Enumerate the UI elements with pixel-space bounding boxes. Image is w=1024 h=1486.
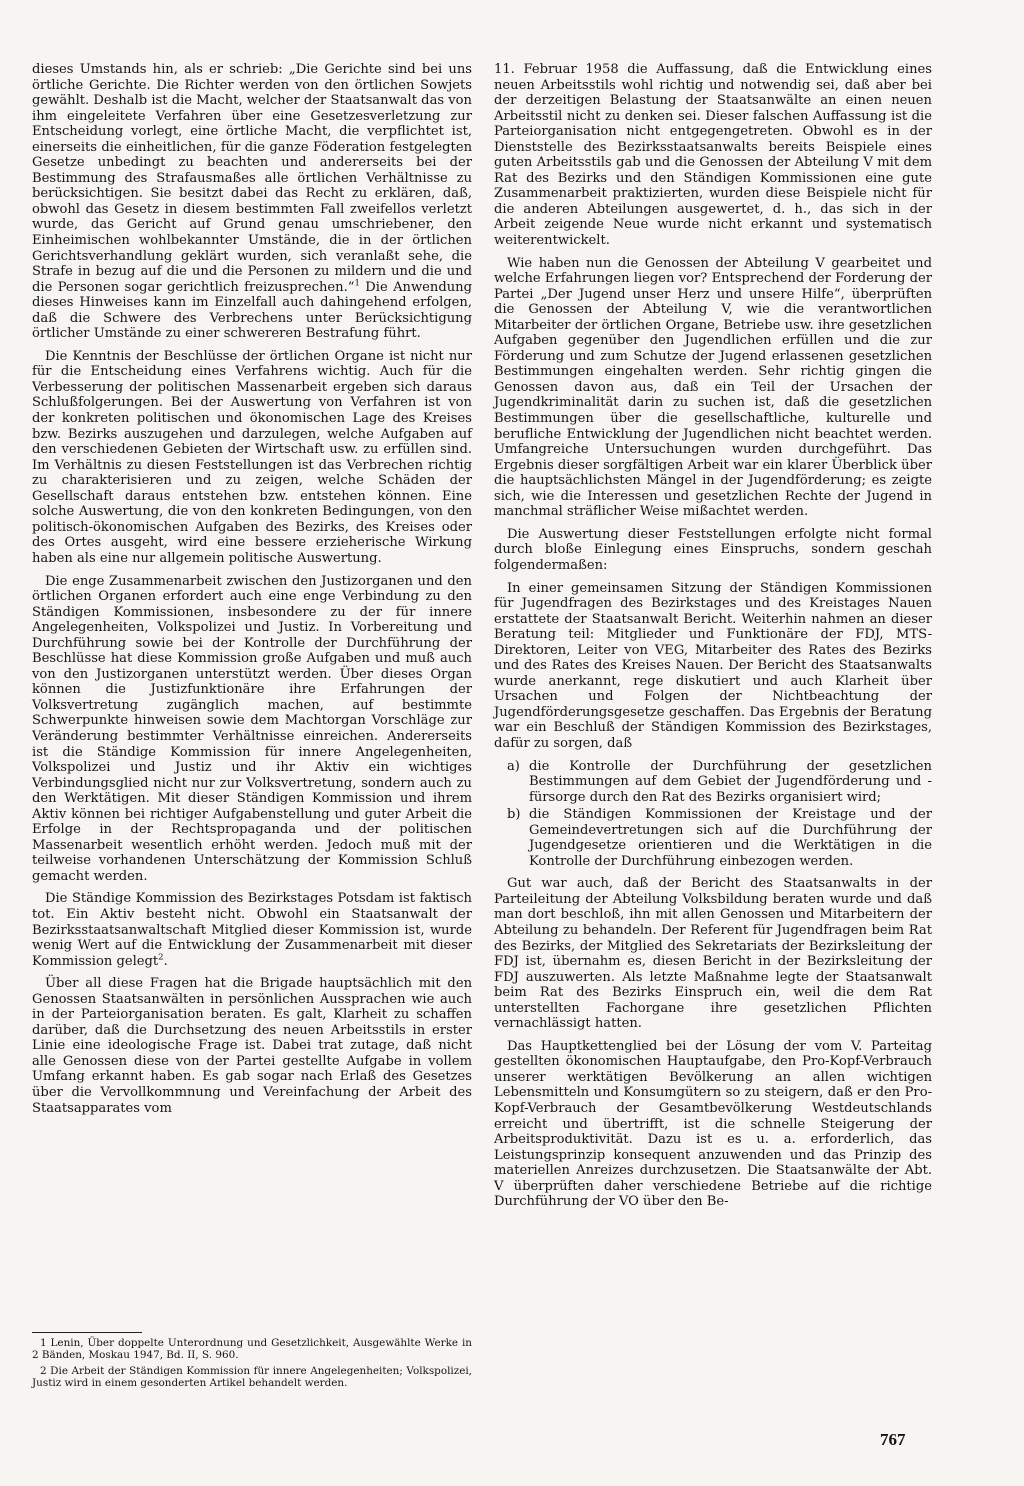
list-text: die Kontrolle der Durchführung der gesetzlichen Bestimmungen auf dem Gebiet der Jugendförderung und -fürsorge durch den Rat des Bezirks organisiert wird;	[529, 758, 932, 805]
paragraph: 11. Februar 1958 die Auffassung, daß die Entwicklung eines neuen Arbeitsstils wohl richtig und notwendig sei, daß aber bei der derzeitigen Belastung der Staatsanwälte an einen neuen Arbeitsstil nicht zu denken sei. Dieser falschen Auffassung ist die Parteiorganisation nicht entgegengetreten. Obwohl es in der Dienststelle des Bezirksstaatsanwalts bereits Beispiele eines guten Arbeitsstils gab und die Genossen der Abteilung V mit dem Rat des Bezirks und den Ständigen Kommissionen eine gute Zusammenarbeit praktizierten, wurden diese Beispiele nicht für die anderen Abteilungen ausgewertet, d. h., das sich in der Arbeit zeigende Neue wurde nicht erkannt und systematisch weiterentwickelt.	[494, 62, 932, 249]
paragraph: dieses Umstands hin, als er schrieb: „Die Gerichte sind bei uns örtliche Gerichte. Die Richter werden von den örtlichen Sowjets gewählt. Deshalb ist die Macht, welcher der Staatsanwalt das von ihm eingeleitete Verfahren über eine Gesetzesverletzung zur Entscheidung vorlegt, eine örtliche Macht, die verpflichtet ist, einerseits die einheitlichen, für die ganze Föderation festgelegten Gesetze unbedingt zu beachten und andererseits bei der Bestimmung des Strafausmaßes alle örtlichen Verhältnisse zu berücksichtigen. Sie besitzt dabei das Recht zu erklären, daß, obwohl das Gesetz in diesem bestimmten Fall zweifellos verletzt wurde, das Gericht auf Grund genau umschriebener, den Einheimischen wohlbekannter Umstände, die in der örtlichen Gerichtsverhandlung geklärt wurden, sich veranlaßt sehe, die Strafe in bezug auf die und die Personen zu mildern und die und die Personen sogar gerichtlich freizusprechen.“$^1$ Die Anwendung dieses Hinweises kann im Einzelfall auch dahingehend erfolgen, daß die Schwere des Verbrechens unter Berücksichtigung örtlicher Umstände zu einer schwereren Bestrafung führt.	[32, 62, 472, 342]
paragraph: Gut war auch, daß der Bericht des Staatsanwalts in der Parteileitung der Abteilung Volksbildung beraten wurde und daß man dort beschloß, ihn mit allen Genossen und Mitarbeitern der Abteilung zu behandeln. Der Referent für Jugendfragen beim Rat des Bezirks, der Mitglied des Sekretariats der Bezirksleitung der FDJ ist, übernahm es, diesen Bericht in der Bezirksleitung der FDJ auszuwerten. Als letzte Maßnahme legte der Staatsanwalt beim Rat des Bezirks Einspruch ein, weil die dem Rat unterstellten Fachorgane ihre gesetzlichen Pflichten vernachlässigt hatten.	[494, 876, 932, 1032]
list-label: a)	[507, 758, 520, 774]
right-column	[494, 62, 932, 1217]
paragraph: Die Auswertung dieser Feststellungen erfolgte nicht formal durch bloße Einlegung eines Einspruchs, sondern geschah folgendermaßen:	[494, 526, 932, 573]
list-item	[494, 807, 932, 869]
footnote: 2 Die Arbeit der Ständigen Kommission für innere Angelegenheiten; Volkspolizei, Justiz wird in einem gesonderten Artikel behandelt werden.	[32, 1364, 472, 1390]
paragraph: Die Ständige Kommission des Bezirkstages Potsdam ist faktisch tot. Ein Aktiv besteht nicht. Obwohl ein Staatsanwalt der Bezirksstaatsanwaltschaft Mitglied dieser Kommission ist, wurde wenig Wert auf die Entwicklung der Zusammenarbeit mit dieser Kommission gelegt$^2$.	[32, 891, 472, 969]
footnote-divider	[32, 1332, 142, 1333]
paragraph: In einer gemeinsamen Sitzung der Ständigen Kommissionen für Jugendfragen des Bezirkstages und des Kreistages Nauen erstattete der Staatsanwalt Bericht. Weiterhin nahmen an dieser Beratung teil: Mitglieder und Funktionäre der FDJ, MTS-Direktoren, Leiter von VEG, Mitarbeiter des Rates des Bezirks und des Rates des Kreises Nauen. Der Bericht des Staatsanwalts wurde anerkannt, rege diskutiert und auch Klarheit über Ursachen und Folgen der Nichtbeachtung der Jugendförderungsgesetze geschaffen. Das Ergebnis der Beratung war ein Beschluß der Ständigen Kommission des Bezirkstages, dafür zu sorgen, daß	[494, 580, 932, 751]
footnote-ref: 2	[158, 952, 164, 963]
paragraph: Die Kenntnis der Beschlüsse der örtlichen Organe ist nicht nur für die Entscheidung eines Verfahrens wichtig. Auch für die Verbesserung der politischen Massenarbeit ergeben sich daraus Schlußfolgerungen. Bei der Auswertung von Verfahren ist von der konkreten politischen und ökonomischen Lage des Kreises bzw. Bezirks auszugehen und darzulegen, welche Aufgaben auf den verschiedenen Gebieten der Wirtschaft usw. zu erfüllen sind. Im Verhältnis zu diesen Feststellungen ist das Verbrechen richtig zu charakterisieren und zu zeigen, welche Schäden der Gesellschaft daraus entstehen bzw. entstehen können. Eine solche Auswertung, die von den konkreten Bedingungen, von den politisch-ökonomischen Aufgaben des Bezirks, des Kreises oder des Ortes ausgeht, wird eine bessere erzieherische Wirkung haben als eine nur allgemein politische Auswertung.	[32, 348, 472, 566]
footnote-ref: 1	[354, 278, 360, 289]
paragraph: Wie haben nun die Genossen der Abteilung V gearbeitet und welche Erfahrungen liegen vor? Entsprechend der Forderung der Partei „Der Jugend unser Herz und unsere Hilfe“, überprüften die Genossen der Abteilung V, wie die verantwortlichen Mitarbeiter der örtlichen Organe, Betriebe usw. ihre gesetzlichen Aufgaben gegenüber den Jugendlichen erfüllen und die zur Förderung und zum Schutze der Jugend erlassenen gesetzlichen Bestimmungen eingehalten werden. Sehr richtig gingen die Genossen davon aus, daß ein Teil der Ursachen der Jugendkriminalität darin zu suchen ist, daß die gesetzlichen Bestimmungen über die gesellschaftliche, kulturelle und berufliche Entwicklung der Jugendlichen nicht beachtet werden. Umfangreiche Untersuchungen wurden durchgeführt. Das Ergebnis dieser sorgfältigen Arbeit war ein klarer Überblick über die hauptsächlichsten Mängel in der Jugendförderung; es zeigte sich, wie die Interessen und gesetzlichen Rechte der Jugend in manchmal sträflicher Weise mißachtet werden.	[494, 255, 932, 520]
footnotes	[32, 1332, 472, 1393]
resolution-list	[494, 759, 932, 870]
footnote: 1 Lenin, Über doppelte Unterordnung und Gesetzlichkeit, Ausgewählte Werke in 2 Bänden, Moskau 1947, Bd. II, S. 960.	[32, 1337, 472, 1362]
paragraph: Über all diese Fragen hat die Brigade hauptsächlich mit den Genossen Staatsanwälten in persönlichen Aussprachen wie auch in der Parteiorganisation beraten. Es galt, Klarheit zu schaffen darüber, daß die Durchsetzung des neuen Arbeitsstils in erster Linie eine ideologische Frage ist. Dabei trat zutage, daß nicht alle Genossen diese von der Partei gestellte Aufgabe in vollem Umfang erkannt haben. Es gab sogar nach Erlaß des Gesetzes über die Vervollkommnung und Vereinfachung der Arbeit des Staatsapparates vom	[32, 976, 472, 1116]
paragraph: Das Hauptkettenglied bei der Lösung der vom V. Parteitag gestellten ökonomischen Hauptaufgabe, den Pro-Kopf-Verbrauch unserer werktätigen Bevölkerung an allen wichtigen Lebensmitteln und Konsumgütern so zu steigern, daß er den Pro-Kopf-Verbrauch der Gesamtbevölkerung Westdeutschlands erreicht und übertrifft, ist die schnelle Steigerung der Arbeitsproduktivität. Dazu ist es u. a. erforderlich, das Leistungsprinzip konsequent anzuwenden und das Prinzip des materiellen Anreizes durchzusetzen. Die Staatsanwälte der Abt. V überprüften daher verschiedene Betriebe auf die richtige Durchführung der VO über den Be-	[494, 1038, 932, 1210]
paragraph: Die enge Zusammenarbeit zwischen den Justizorganen und den örtlichen Organen erfordert auch eine enge Verbindung zu den Ständigen Kommissionen, insbesondere zu der für innere Angelegenheiten, Volkspolizei und Justiz. In Vorbereitung und Durchführung sowie bei der Kontrolle der Durchführung der Beschlüsse hat diese Kommission große Aufgaben und muß auch von den Justizorganen unterstützt werden. Über dieses Organ können die Justizfunktionäre ihre Erfahrungen der Volksvertretung zugänglich machen, auf bestimmte Schwerpunkte hinweisen sowie dem Machtorgan Vorschläge zur Veränderung bestimmter Verhältnisse einreichen. Andererseits ist die Ständige Kommission für innere Angelegenheiten, Volkspolizei und Justiz und ihr Aktiv ein wichtiges Verbindungsglied nicht nur zur Volksvertretung, sondern auch zu den Werktätigen. Mit dieser Ständigen Kommission und ihrem Aktiv können bei richtiger Aufgabenstellung und guter Arbeit die Erfolge in der Rechtspropaganda und der politischen Massenarbeit wesentlich erhöht werden. Jedoch muß mit der teilweise vorhandenen Unterschätzung der Kommission Schluß gemacht werden.	[32, 573, 472, 884]
left-column	[32, 62, 472, 1123]
page-number: 767	[880, 1430, 906, 1449]
list-text: die Ständigen Kommissionen der Kreistage und der Gemeindevertretungen sich auf die Durchführung der Jugendgesetze orientieren und die Werktätigen in die Kontrolle der Durchführung einbezogen werden.	[529, 807, 932, 869]
list-label: b)	[507, 807, 521, 823]
list-item	[494, 759, 932, 806]
